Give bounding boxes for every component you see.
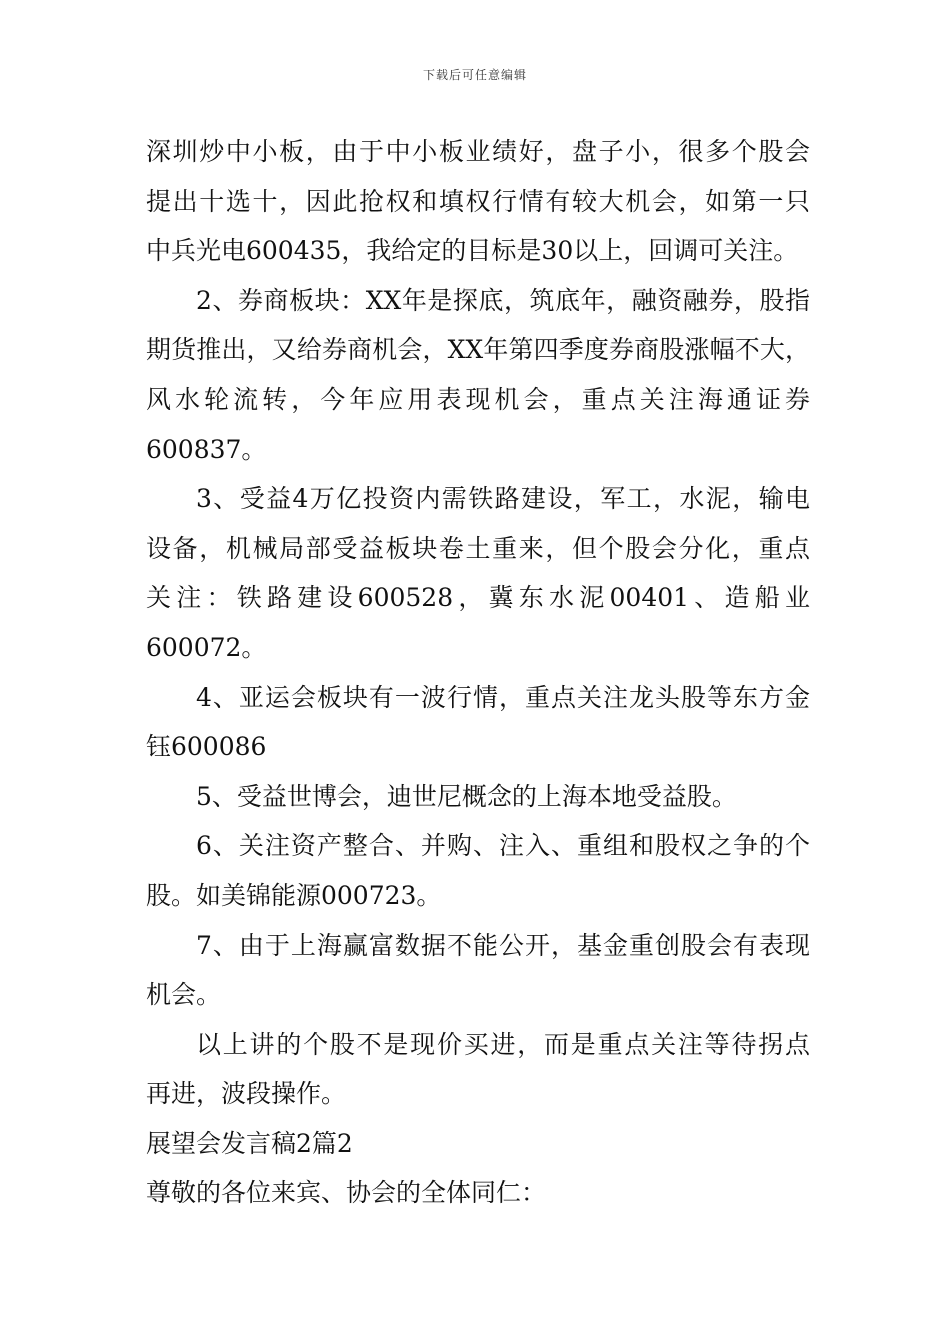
text-line: 以上讲的个股不是现价买进，而是重点关注等待拐点 — [196, 1029, 810, 1059]
text-line: 提出十选十，因此抢权和填权行情有较大机会，如第一只 — [146, 186, 810, 216]
text-line: 期货推出，又给券商机会，XX年第四季度券商股涨幅不大， — [146, 335, 810, 365]
text-line: 设备，机械局部受益板块卷土重来，但个股会分化，重点 — [146, 533, 810, 563]
text-line: 再进，波段操作。 — [146, 1079, 347, 1109]
text-line: 5、受益世博会，迪世尼概念的上海本地受益股。 — [196, 781, 737, 811]
text-line: 6、关注资产整合、并购、注入、重组和股权之争的个 — [196, 831, 810, 861]
download-editable-note: 下载后可任意编辑 — [422, 68, 527, 82]
text-line: 4、亚运会板块有一波行情，重点关注龙头股等东方金 — [196, 682, 810, 712]
text-line: 7、由于上海赢富数据不能公开，基金重创股会有表现 — [196, 930, 810, 960]
text-line: 关注：铁路建设600528，冀东水泥00401、造船业 — [146, 583, 810, 613]
document-body — [146, 127, 810, 1218]
text-line: 尊敬的各位来宾、协会的全体同仁： — [146, 1178, 547, 1208]
text-line: 2、券商板块：XX年是探底，筑底年，融资融券，股指 — [196, 285, 810, 315]
text-line: 风水轮流转，今年应用表现机会，重点关注海通证券 — [146, 384, 810, 414]
text-line: 600837。 — [146, 434, 267, 464]
text-line: 3、受益4万亿投资内需铁路建设，军工，水泥，输电 — [196, 484, 810, 514]
text-line: 中兵光电600435，我给定的目标是30以上，回调可关注。 — [146, 236, 799, 266]
text-line: 深圳炒中小板，由于中小板业绩好，盘子小，很多个股会 — [146, 137, 810, 166]
text-line: 股。如美锦能源000723。 — [146, 880, 442, 910]
text-line: 机会。 — [146, 980, 222, 1010]
text-line: 钰600086 — [146, 732, 267, 762]
section-heading: 展望会发言稿2篇2 — [146, 1128, 353, 1158]
text-line: 600072。 — [146, 632, 267, 662]
